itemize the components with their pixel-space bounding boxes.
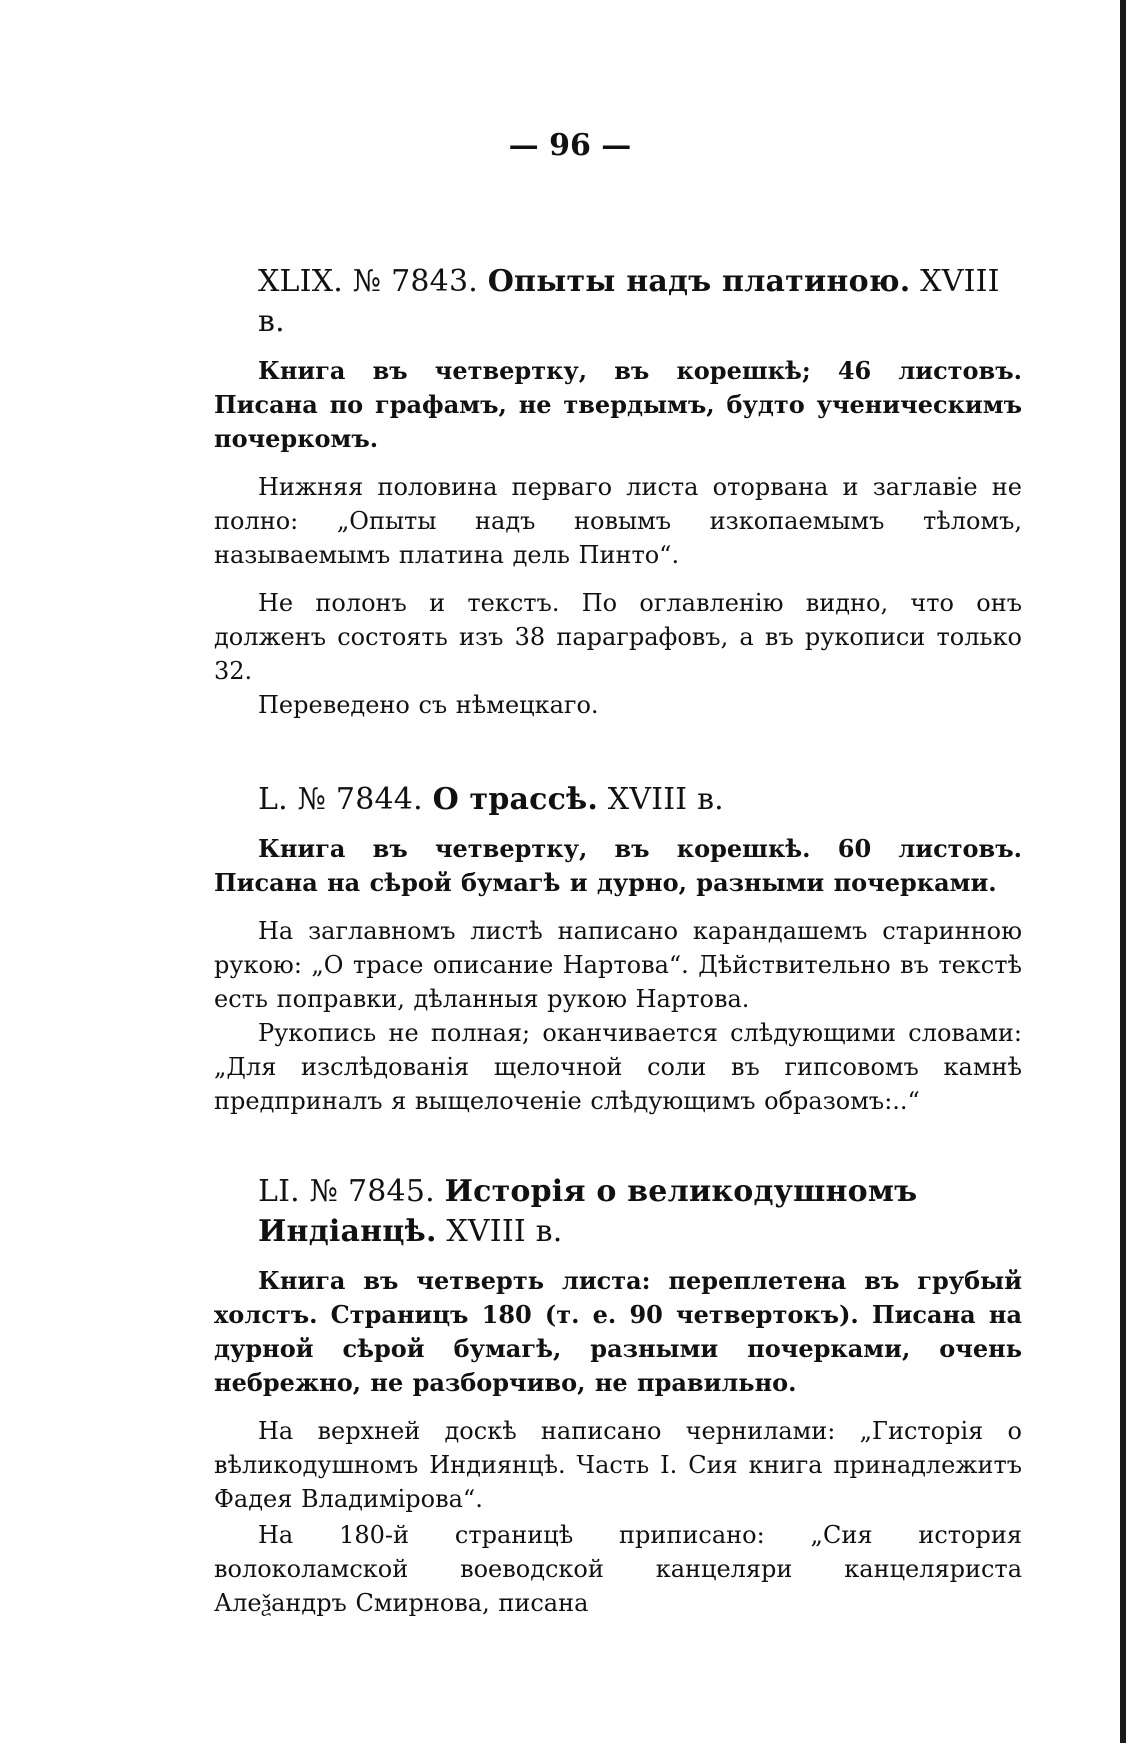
entry-paragraph: Не полонъ и текстъ. По оглавленію видно, что онъ долженъ состоять изъ 38 параграфовъ, а въ рукописи только 32. <box>214 589 1022 685</box>
catalog-entry <box>214 1172 1022 1620</box>
catalog-entry <box>214 262 1022 722</box>
entry-paragraph: На 180-й страницѣ приписано: „Сия история волоколамской воеводской канцеляри канцеляриста Алеѯандръ Смирнова, писана <box>214 1521 1022 1617</box>
entry-title: Исторія о великодушномъ Индіанцѣ. <box>258 1174 918 1249</box>
entry-century: XVIII в. <box>607 782 724 817</box>
entry-paragraph: Переведено съ нѣмецкаго. <box>258 691 599 719</box>
catalog-entry <box>214 780 1022 1118</box>
entry-heading <box>258 1172 1022 1252</box>
entry-title: Опыты надъ платиною. <box>487 264 911 299</box>
entry-heading <box>258 780 1022 820</box>
entry-number: XLIX. № 7843. <box>258 264 478 299</box>
page-edge-line <box>1120 0 1126 1743</box>
entry-title: О трассѣ. <box>432 782 599 817</box>
entry-paragraph: На верхней доскѣ написано чернилами: „Гисторія о вѣликодушномъ Индиянцѣ. Часть I. Сия книга принадлежитъ Фадея Владимірова“. <box>214 1417 1022 1513</box>
entry-paragraph: Нижняя половина перваго листа оторвана и заглавіе не полно: „Опыты надъ новымъ изкопаемымъ тѣломъ, называемымъ платина дель Пинто“. <box>214 473 1022 569</box>
text-column <box>214 262 1022 1620</box>
entry-century: XVIII в. <box>446 1214 563 1249</box>
entry-heading <box>258 262 1022 342</box>
entry-number: L. № 7844. <box>258 782 423 817</box>
entry-number: LI. № 7845. <box>258 1174 435 1209</box>
entry-paragraph: Рукопись не полная; оканчивается слѣдующими словами: „Для изслѣдованія щелочной соли въ гипсовомъ камнѣ предприналъ я выщелоченіе слѣдующимъ образомъ:..“ <box>214 1019 1022 1115</box>
entry-description: Книга въ четвертку, въ корешкѣ. 60 листовъ. Писана на сѣрой бумагѣ и дурно, разными почерками. <box>214 834 1022 897</box>
entry-century: XVIII в. <box>258 264 1000 339</box>
entry-description: Книга въ четверть листа: переплетена въ грубый холстъ. Страницъ 180 (т. е. 90 четвертокъ). Писана на дурной сѣрой бумагѣ, разными почерками, очень небрежно, не разборчиво, не правильно. <box>214 1266 1022 1397</box>
entry-description: Книга въ четвертку, въ корешкѣ; 46 листовъ. Писана по графамъ, не твердымъ, будто ученическимъ почеркомъ. <box>214 356 1022 453</box>
page-number: — 96 — <box>508 128 632 163</box>
entry-paragraph: На заглавномъ листѣ написано карандашемъ старинною рукою: „О трасе описание Нартова“. Дѣйствительно въ текстѣ есть поправки, дѣланныя рукою Нартова. <box>214 917 1022 1013</box>
